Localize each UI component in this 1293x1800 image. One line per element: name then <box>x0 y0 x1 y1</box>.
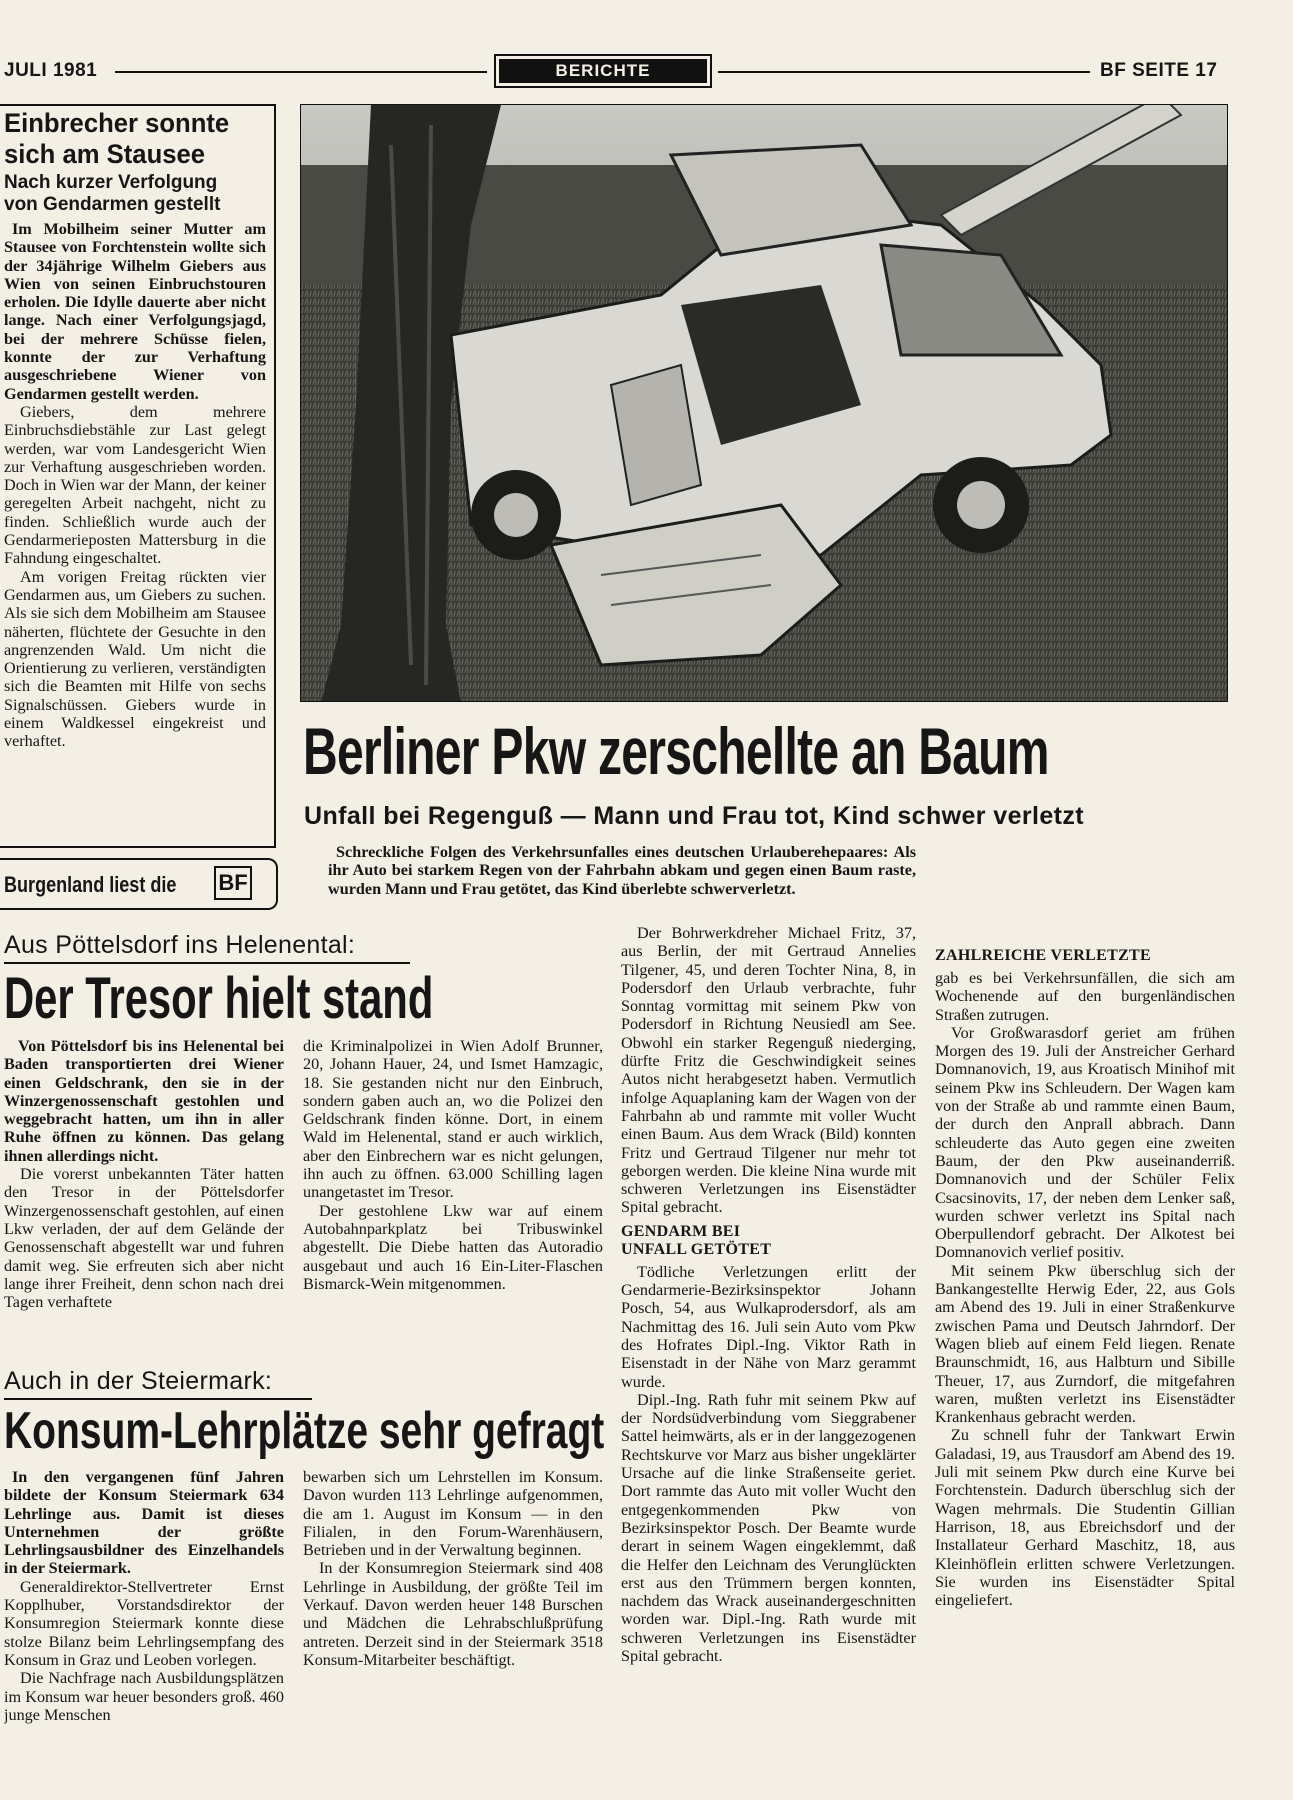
story1-paragraph: Am vorigen Freitag rückten vier Gendarmen aus, um Giebers zu suchen. Als sie sich dem Mobilheim am Stausee näherten, flüchtete der Gesuchte in den angrenzenden Wald. Um nicht die Orientierung zu verlieren, verständigten sich die Beamten mit Hilfe von sechs Signalschüssen. Giebers wurde in einem Waldkessel eingekreist und verhaftet. <box>4 567 266 751</box>
story4-paragraph: In der Konsumregion Steiermark sind 408 Lehrlinge in Ausbildung, der größte Teil im Verkauf. Davon werden heuer 148 Burschen und Mädchen die Lehrabschlußprüfung antreten. Derzeit sind in der Steiermark 3518 Konsum-Mitarbeiter beschäftigt. <box>303 1559 603 1669</box>
story2-paragraph: Der Bohrwerkdreher Michael Fritz, 37, aus Berlin, der mit Gertraud Annelies Tilgener, 45, und deren Tochter Nina, 8, in Podersdorf den Urlaub verbrachte, fuhr Sonntag vormittag mit seinem Pkw von Podersdorf in Richtung Neusiedl am See. Obwohl ein starker Regenguß niederging, dürfte Fritz die Geschwindigkeit seines Autos nicht herabgesetzt haben. Vermutlich infolge Aquaplaning kam der Wagen von der Fahrbahn ab und rammte mit voller Wucht einen Baum. Aus dem Wrack (Bild) konnten Fritz und Gertraud Tilgener nur mehr tot geborgen werden. Die kleine Nina wurde mit schweren Verletzungen ins Eisenstädter Spital gebracht. <box>621 924 916 1217</box>
story3-column-1 <box>4 1037 284 1347</box>
story2-paragraph: Dipl.-Ing. Rath fuhr mit seinem Pkw auf der Nordsüdverbindung vom Sieggrabener Sattel heimwärts, als er in der langgezogenen Rechtskurve vor Marz aus bisher ungeklärter Ursache auf die linke Straßenseite geriet. Dort rammte das Auto mit voller Wucht den entgegenkommenden Pkw von Bezirksinspektor Posch. Der Beamte wurde derart in seinem Wagen eingeklemmt, daß die Helfer den Leichnam des Verunglückten erst aus den Trümmern bergen konnten, nachdem das Wrack auseinandergeschnitten worden war. Dipl.-Ing. Rath wurde mit schweren Verletzungen ins Eisenstädter Spital gebracht. <box>621 1390 916 1665</box>
story2-subhead-1a: GENDARM BEI <box>621 1222 741 1240</box>
story4-paragraph: bewarben sich um Lehrstellen im Konsum. Davon wurden 113 Lehrlinge aufgenommen, die am 1. August im Konsum — in den Filialen, in den Forum-Warenhäusern, Betrieben und in der Verwaltung beginnen. <box>303 1468 603 1560</box>
column-continuation-space <box>935 843 1235 941</box>
story4-kicker: Auch in der Steiermark: <box>4 1367 273 1395</box>
story3-lead: Von Pöttelsdorf bis ins Helenental bei Baden transportierten drei Wiener einen Geldschrank, den sie in der Winzergenossenschaft gestohlen und weggebracht hatten, um ihn in aller Ruhe öffnen zu können. Das gelang ihnen allerdings nicht. <box>4 1037 284 1165</box>
story2-paragraph: Zu schnell fuhr der Tankwart Erwin Galadasi, 19, aus Trausdorf am Abend des 19. Juli mit seinem Pkw durch eine Kurve bei Forchtenstein. Dadurch überschlug sich der Wagen mehrmals. Die Studentin Gillian Harrison, 18, aus Ebreichsdorf und der Installateur Gerhard Maschitz, 18, aus Kleinhöflein erlitten schwere Verletzungen. Sie wurden ins Eisenstädter Spital eingeliefert. <box>935 1426 1235 1610</box>
header-rule-left <box>115 71 487 73</box>
accident-photo <box>300 104 1228 702</box>
story3-paragraph: Die vorerst unbekannten Täter hatten den Tresor in der Pöttelsdorfer Winzergenossenschaft gestohlen, auf einen Lkw verladen, der auf dem Gelände der Genossenschaft abgestellt war und fuhren damit weg. Sie erfreuten sich aber nicht lange ihrer Freiheit, denn schon nach drei Tagen verhaftete <box>4 1165 284 1312</box>
story4-kicker-underline <box>4 1398 312 1400</box>
story1-body <box>4 403 266 751</box>
story2-subhead-2: ZAHLREICHE VERLETZTE <box>935 947 1151 964</box>
section-label: BERICHTE <box>499 59 707 83</box>
page-number: BF SEITE 17 <box>1100 60 1218 81</box>
story2-subheadline: Unfall bei Regenguß — Mann und Frau tot, Kind schwer verletzt <box>304 802 1085 830</box>
story4-paragraph: Die Nachfrage nach Ausbildungsplätzen im Konsum war heuer besonders groß. 460 junge Menschen <box>4 1669 284 1724</box>
story1-column <box>4 108 266 842</box>
story3-paragraph: Der gestohlene Lkw war auf einem Autobahnparkplatz bei Tribuswinkel abgestellt. Die Diebe hatten das Autoradio ausgebaut und auch 16 Ein-Liter-Flaschen Bismarck-Wein mitgenommen. <box>303 1201 603 1293</box>
story1-headline-2: sich am Stausee <box>4 139 206 169</box>
story2-paragraph: Mit seinem Pkw überschlug sich der Bankangestellte Herwig Eder, 22, aus Gols am Abend des 19. Juli in einer Straßenkurve zwischen Pama und Deutsch Jahrndorf. Der Wagen blieb auf einem Feld liegen. Renate Braunschmidt, 16, aus Halbturn und Sibille Theuer, 17, aus Zurndorf, die mitgefahren waren, mußten verletzt ins Eisenstädter Krankenhaus gebracht werden. <box>935 1261 1235 1427</box>
story1-subhead-2: von Gendarmen gestellt <box>4 194 221 215</box>
story3-headline: Der Tresor hielt stand <box>4 966 434 1031</box>
bf-logo: BF <box>214 866 252 900</box>
story3-column-2 <box>303 1037 603 1347</box>
story2-column-2 <box>935 843 1235 1790</box>
story2-paragraph: gab es bei Verkehrsunfällen, die sich am Wochenende auf den burgenländischen Straßen zutrugen. <box>935 969 1235 1024</box>
story4-paragraph: Generaldirektor-Stellvertreter Ernst Kopplhuber, Vorstandsdirektor der Konsumregion Steiermark konnte diese stolze Bilanz beim Lehrlingsempfang des Konsum in Graz und Leoben vorlegen. <box>4 1577 284 1669</box>
section-badge <box>494 54 712 88</box>
story1-paragraph: Giebers, dem mehrere Einbruchsdiebstähle zur Last gelegt werden, war vom Landesgericht Wien zur Verhaftung ausgeschrieben worden. Doch in Wien war der Mann, der keiner geregelten Arbeit nachgeht, nicht zu finden. Schließlich wurde auch der Gendarmerieposten Mattersburg in die Fahndung eingeschaltet. <box>4 402 266 568</box>
story1-lead: Im Mobilheim seiner Mutter am Stausee von Forchtenstein wollte sich der 34jährige Wilhelm Giebers aus Wien von seinen Einbruchstouren erholen. Die Idylle dauerte aber nicht lange. Nach einer Verfolgungsjagd, bei der mehrere Schüsse fielen, konnte der zur Verhaftung ausgeschriebene Wiener von Gendarmen gestellt werden. <box>4 220 266 403</box>
story2-paragraph: Vor Großwarasdorf geriet am frühen Morgen des 19. Juli der Anstreicher Gerhard Domnanovich, 19, aus Kroatisch Minihof mit seinem Pkw ins Schleudern. Der Wagen kam von der Straße ab und rammte einen Baum, der durch den Anprall abbrach. Dann schleuderte das Auto gegen eine zweiten Baum, der den Pkw auseinanderriß. Domnanovich und der Schüler Felix Csacsinovits, 17, der neben dem Lenker saß, wurden schwer verletzt ins Spital nach Oberpullendorf gebracht. Der Alkotest bei Domnanovich verlief positiv. <box>935 1023 1235 1262</box>
story4-lead: In den vergangenen fünf Jahren bildete der Konsum Steiermark 634 Lehrlinge aus. Damit ist dieses Unternehmen der größte Lehrlingsausbildner des Einzelhandels in der Steiermark. <box>4 1468 284 1578</box>
story1-subhead-1: Nach kurzer Verfolgung <box>4 172 218 193</box>
issue-date: JULI 1981 <box>4 60 98 81</box>
story2-paragraph: Tödliche Verletzungen erlitt der Gendarmerie-Bezirksinspektor Johann Posch, 54, aus Wulkaprodersdorf, als am Nachmittag des 16. Juli sein Auto vom Pkw des Hofrates Dipl.-Ing. Viktor Rath in Eisenstadt in der Nähe von Marz gerammt wurde. <box>621 1262 916 1391</box>
story2-lead: Schreckliche Folgen des Verkehrsunfalles eines deutschen Urlauberehepaares: Als ihr Auto bei starkem Regen von der Fahrbahn abkam und gegen einen Baum raste, wurden Mann und Frau getötet, das Kind überlebte schwerverletzt. <box>328 843 916 898</box>
story2-column-1 <box>621 924 916 1790</box>
story2-subhead-1b: UNFALL GETÖTET <box>621 1240 772 1258</box>
header-rule-right <box>718 71 1090 73</box>
story2-headline: Berliner Pkw zerschellte an Baum <box>303 714 1049 788</box>
story4-column-1 <box>4 1468 284 1790</box>
story4-headline: Konsum-Lehrplätze sehr gefragt <box>4 1402 605 1460</box>
story4-column-2 <box>303 1468 603 1790</box>
story3-kicker-underline <box>4 962 410 964</box>
story3-kicker: Aus Pöttelsdorf ins Helenental: <box>4 931 356 959</box>
story3-paragraph: die Kriminalpolizei in Wien Adolf Brunner, 20, Johann Hauer, 24, und Ismet Hamzagic, 18. Sie gestanden nicht nur den Einbruch, sondern gaben auch an, wo die Polizei den Geldschrank finden könne. Dort, in einem Wald im Helenental, stand er auch wirklich, aber den Einbrechern war es nicht gelungen, ihn auch zu öffnen. 63.000 Schilling lagen unangetastet im Tresor. <box>303 1037 603 1202</box>
photo-graphic <box>301 105 1228 702</box>
story1-headline-1: Einbrecher sonnte <box>4 108 230 138</box>
promo-text: Burgenland liest die <box>4 872 177 897</box>
